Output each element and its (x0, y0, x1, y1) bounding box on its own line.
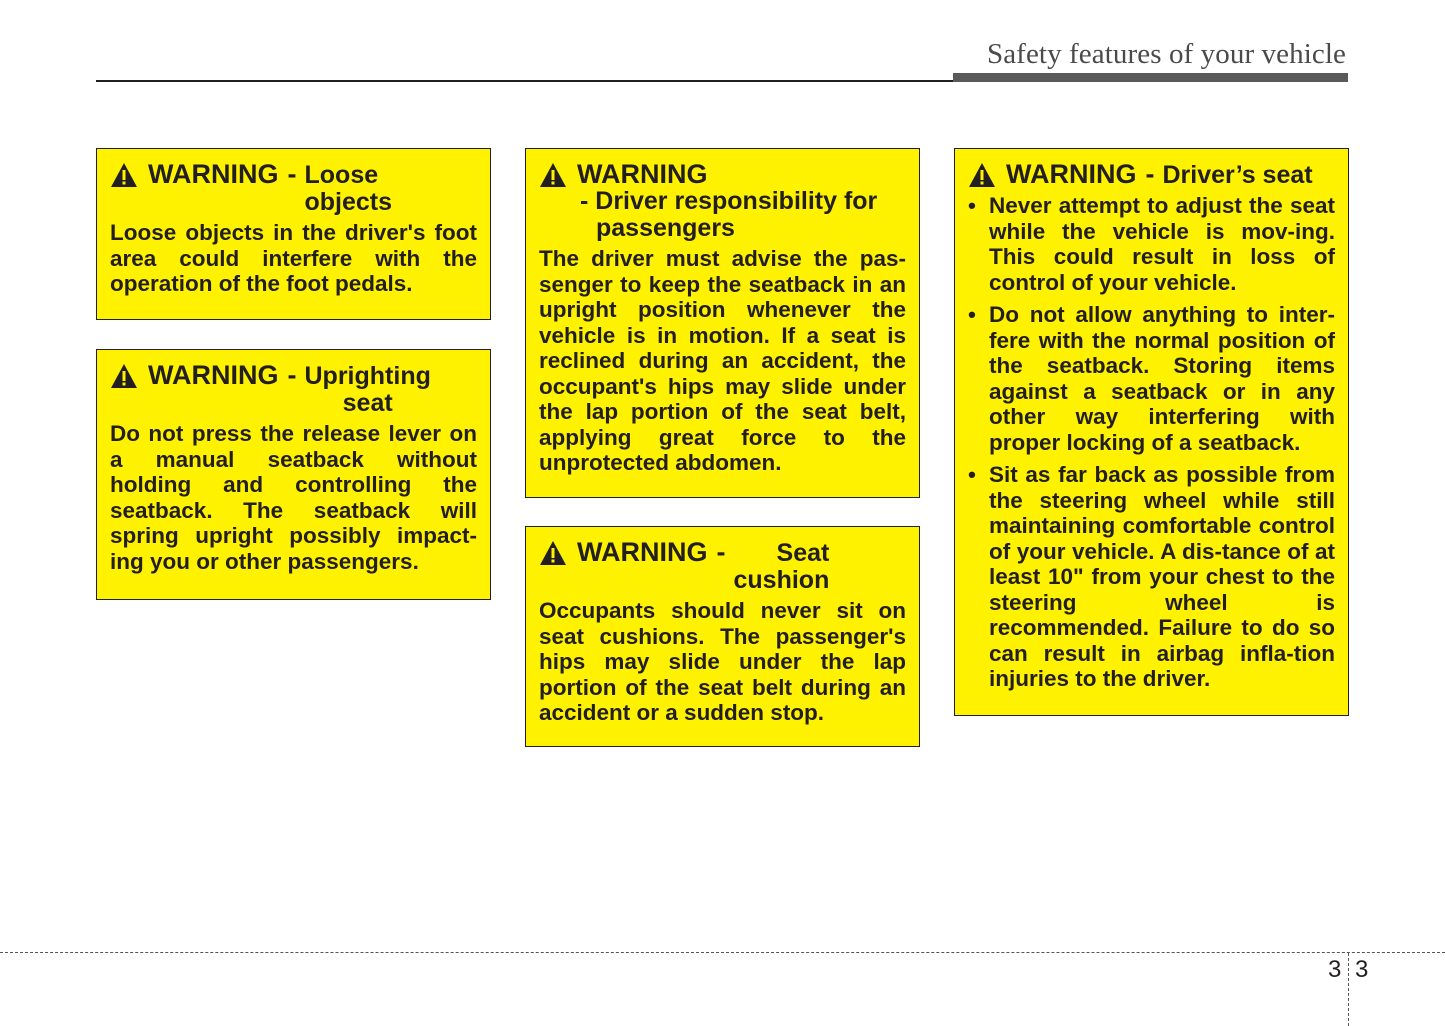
warning-triangle-icon (968, 162, 996, 188)
page-number: 3 (1355, 956, 1369, 983)
warning-header (968, 160, 1335, 189)
warning-triangle-icon (110, 162, 138, 188)
footer-divider (1348, 953, 1349, 1026)
warning-box-driver-responsibility (525, 148, 920, 498)
warning-box-seat-cushion (525, 526, 920, 747)
warning-subtitle: Loose objects (304, 161, 393, 216)
warning-body: Do not press the release lever on a manual seatback without holding and controlling the seatback. The seatback will spring upright possibly impact-ing you or other passengers. (110, 421, 477, 574)
warning-label: WARNING (1006, 159, 1137, 189)
warning-subtitle: Driver’s seat (1162, 161, 1313, 189)
warning-dash: - (716, 537, 726, 567)
warning-box-drivers-seat (954, 148, 1349, 716)
warning-header (110, 361, 477, 417)
header-rule (96, 80, 953, 82)
warning-triangle-icon (539, 540, 567, 566)
warning-body: The driver must advise the pas-senger to keep the seatback in an upright position whenever the vehicle is in motion. If a seat is reclined during an accident, the occupant's hips may slide under the lap portion of the seat belt, applying great force to the unprotected abdomen. (539, 246, 906, 475)
chapter-number: 3 (1328, 956, 1342, 983)
warning-dash: - (1145, 159, 1155, 189)
list-item: • Do not allow anything to inter-fere with the normal position of the seatback. Storing items against a seatback or in any other way interfering with proper locking of a seatback. (968, 302, 1335, 455)
warning-label: WARNING (577, 537, 708, 567)
warning-header (539, 538, 906, 594)
list-item: • Never attempt to adjust the seat while the vehicle is mov-ing. This could result in loss of control of your vehicle. (968, 193, 1335, 295)
warning-box-uprighting-seat (96, 349, 491, 600)
list-item: • Sit as far back as possible from the steering wheel while still maintaining comfortable control of your vehicle. A dis-tance of at least 10" from your chest to the steering wheel is recommended. Failure to do so can result in airbag infla-tion injuries to the driver. (968, 462, 1335, 692)
warning-box-loose-objects (96, 148, 491, 320)
warning-subtitle: Uprighting seat (304, 362, 431, 417)
warning-label: WARNING (577, 159, 708, 189)
warning-subtitle: Seat cushion (733, 539, 830, 594)
warning-body: Loose objects in the driver's foot area could interfere with the operation of the foot pedals. (110, 220, 477, 296)
warning-bullet-list (968, 193, 1335, 692)
warning-header (539, 160, 906, 242)
warning-dash: - (287, 159, 297, 189)
warning-triangle-icon (539, 162, 567, 188)
warning-body: Occupants should never sit on seat cushions. The passenger's hips may slide under the lap portion of the seat belt during an accident or a sudden stop. (539, 598, 906, 725)
warning-label: WARNING (148, 159, 279, 189)
warning-subtitle: - Driver responsibility for passengers (580, 187, 878, 242)
page-header-title: Safety features of your vehicle (986, 38, 1346, 70)
footer-rule (0, 952, 1445, 953)
warning-dash: - (287, 360, 297, 390)
header-tab-bar (953, 73, 1348, 82)
warning-label: WARNING (148, 360, 279, 390)
warning-triangle-icon (110, 363, 138, 389)
warning-header (110, 160, 477, 216)
